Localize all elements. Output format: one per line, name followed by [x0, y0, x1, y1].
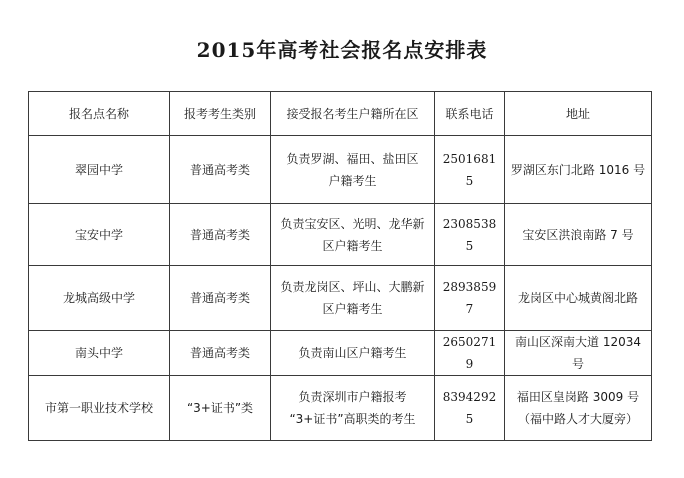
table-header-row [29, 92, 652, 136]
address-cell [505, 204, 652, 266]
header-district: 接受报名考生户籍所在区 [271, 92, 435, 136]
registration-schedule-table [28, 91, 652, 441]
district-cell [271, 376, 435, 441]
address-cell [505, 376, 652, 441]
category-cell: 普通高考类 [170, 266, 271, 331]
header-category: 报考考生类别 [170, 92, 271, 136]
table-row [29, 136, 652, 204]
district-line: 户籍考生 [328, 173, 377, 188]
table-row [29, 266, 652, 331]
address-line: （福中路人才大厦旁） [517, 412, 638, 426]
district-cell [271, 331, 435, 376]
address-line: 宝安区洪浪南路 7 号 [522, 227, 634, 242]
address-line: 福田区皇岗路 3009 号 [516, 390, 640, 404]
address-cell [505, 331, 652, 376]
phone-cell: 83942925 [435, 376, 505, 441]
site-name-cell: 南头中学 [29, 331, 170, 376]
district-line: 负责南山区户籍考生 [298, 346, 407, 360]
district-line: 负责宝安区、光明、龙华新 [280, 216, 425, 231]
address-line: 南山区深南大道 12034 号 [515, 335, 641, 371]
phone-cell: 23085385 [435, 204, 505, 266]
site-name-cell: 翠园中学 [29, 136, 170, 204]
table-row [29, 376, 652, 441]
phone-cell: 26502719 [435, 331, 505, 376]
district-line: “3+证书”高职类的考生 [289, 412, 416, 426]
category-cell: “3+证书”类 [170, 376, 271, 441]
site-name-cell: 宝安中学 [29, 204, 170, 266]
site-name-cell: 市第一职业技术学校 [29, 376, 170, 441]
header-address: 地址 [505, 92, 652, 136]
address-cell [505, 266, 652, 331]
address-cell [505, 136, 652, 204]
district-cell [271, 204, 435, 266]
address-line: 罗湖区东门北路 1016 号 [510, 162, 646, 177]
district-line: 区户籍考生 [322, 302, 383, 316]
district-line: 负责罗湖、福田、盐田区 [286, 151, 419, 166]
page-title: 2015年高考社会报名点安排表 [196, 38, 488, 62]
district-line: 区户籍考生 [322, 238, 383, 253]
address-line: 龙岗区中心城黄阁北路 [517, 291, 638, 305]
header-phone: 联系电话 [435, 92, 505, 136]
table-row [29, 331, 652, 376]
district-line: 负责深圳市户籍报考 [298, 390, 407, 404]
phone-cell: 25016815 [435, 136, 505, 204]
district-cell [271, 266, 435, 331]
category-cell: 普通高考类 [170, 331, 271, 376]
category-cell: 普通高考类 [170, 204, 271, 266]
phone-cell: 28938597 [435, 266, 505, 331]
site-name-cell: 龙城高级中学 [29, 266, 170, 331]
category-cell: 普通高考类 [170, 136, 271, 204]
district-cell [271, 136, 435, 204]
district-line: 负责龙岗区、坪山、大鹏新 [280, 280, 425, 294]
header-site-name: 报名点名称 [29, 92, 170, 136]
table-row [29, 204, 652, 266]
